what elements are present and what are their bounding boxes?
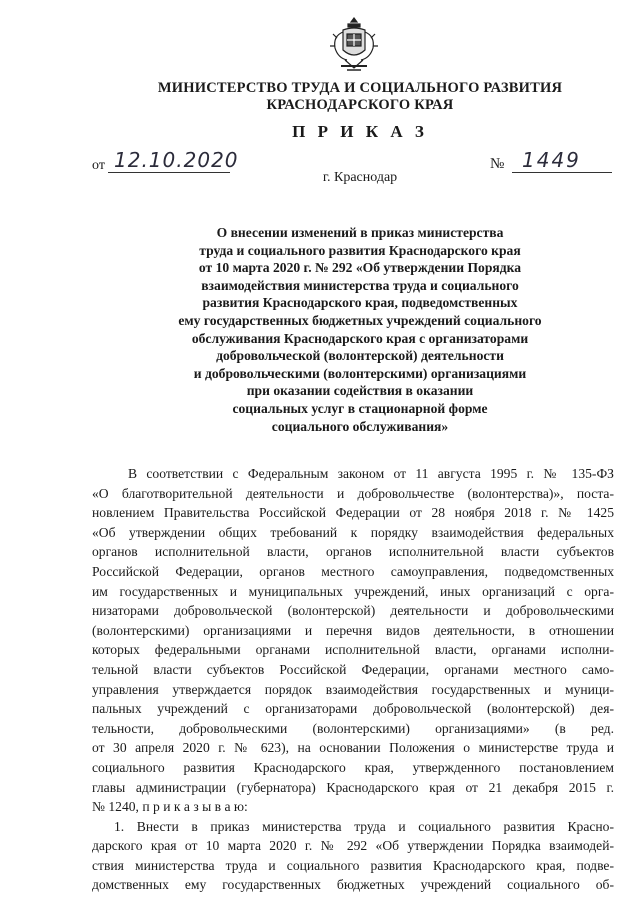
subject-line: развития Краснодарского края, подведомственных bbox=[202, 295, 518, 311]
body-line: пальных учреждений с организаторами добровольческой (волонтерской) дея- bbox=[92, 701, 614, 717]
body-line: низаторами добровольческой (волонтерской) деятельности и добровольческими bbox=[92, 603, 614, 619]
subject-line: взаимодействия министерства труда и социального bbox=[201, 277, 519, 293]
body-line: которых федеральными органами исполнительной власти, органами исполни- bbox=[92, 642, 614, 658]
ministry-name-line1: МИНИСТЕРСТВО ТРУДА И СОЦИАЛЬНОГО РАЗВИТИЯ bbox=[157, 80, 563, 96]
subject-line: от 10 марта 2020 г. № 292 «Об утверждении Порядка bbox=[198, 260, 522, 276]
body-line: «О благотворительной деятельности и добровольчестве (волонтерства)», поста- bbox=[92, 485, 614, 501]
body-line: новлением Правительства Российской Федерации от 28 ноября 2018 г. № 1425 bbox=[92, 505, 614, 521]
subject-line: ему государственных бюджетных учреждений социального bbox=[178, 312, 542, 328]
body-line: главы администрации (губернатора) Краснодарского края от 21 декабря 2015 г. bbox=[92, 779, 614, 795]
body-line: В соответствии с Федеральным законом от 11 августа 1995 г. № 135-ФЗ bbox=[128, 466, 614, 481]
body-line: «Об утверждении общих требований к порядку взаимодействия федеральных bbox=[92, 524, 614, 540]
subject-line: и добровольческими (волонтерскими) организациями bbox=[193, 365, 527, 381]
body-line: от 30 апреля 2020 г. № 623), на основании Положения о министерстве труда и bbox=[92, 740, 614, 756]
order-date: 12.10.2020 bbox=[114, 148, 239, 172]
body-line: ствия министерства труда и социального развития Краснодарского края, подве- bbox=[92, 857, 614, 873]
order-subject bbox=[120, 224, 600, 435]
ministry-name-line2: КРАСНОДАРСКОГО КРАЯ bbox=[266, 97, 454, 113]
subject-line: социальных услуг в стационарной форме bbox=[232, 400, 488, 416]
city: г. Краснодар bbox=[322, 170, 398, 185]
body-line: социального развития Краснодарского края, утвержденного постановлением bbox=[92, 759, 614, 775]
body-line: 1. Внести в приказ министерства труда и социального развития Красно- bbox=[114, 818, 614, 834]
body-line: тельной власти субъектов Российской Федерации, органами местного само- bbox=[92, 661, 614, 677]
number-prefix: № bbox=[490, 156, 505, 172]
date-underline bbox=[108, 172, 230, 173]
subject-line: при оказании содействия в оказании bbox=[246, 383, 474, 399]
body-line: Российской Федерации, органов местного самоуправления, подведомственных bbox=[92, 563, 614, 579]
coat-of-arms-icon bbox=[329, 16, 379, 76]
body-line: им государственных и муниципальных учреждений, иных организаций с орга- bbox=[92, 583, 614, 599]
number-underline bbox=[512, 172, 612, 173]
subject-line: обслуживания Краснодарского края с организаторами bbox=[191, 330, 529, 346]
subject-line: добровольческой (волонтерской) деятельности bbox=[216, 348, 504, 364]
body-line: (волонтерскими) организациями и перечня видов деятельности, в отношении bbox=[92, 622, 614, 638]
order-number: 1449 bbox=[522, 148, 581, 172]
subject-line: О внесении изменений в приказ министерства bbox=[216, 225, 504, 240]
body-line: тельности, добровольческими (волонтерскими) организациями» (в ред. bbox=[92, 720, 614, 736]
date-prefix: от bbox=[92, 158, 105, 173]
order-body-text bbox=[92, 464, 614, 895]
body-line: органов исполнительной власти, органов исполнительной власти субъектов bbox=[92, 544, 614, 560]
subject-line: социального обслуживания» bbox=[271, 418, 449, 434]
body-line: дарского края от 10 марта 2020 г. № 292 «Об утверждении Порядка взаимодей- bbox=[92, 838, 614, 854]
subject-line: труда и социального развития Краснодарского края bbox=[199, 242, 521, 258]
body-line: домственных ему государственных бюджетных учреждений социального об- bbox=[92, 877, 614, 893]
body-line: № 1240, п р и к а з ы в а ю: bbox=[92, 799, 248, 815]
body-line: управления утверждается порядок взаимодействия государственных и муници- bbox=[92, 681, 614, 697]
document-type-title: П Р И К А З bbox=[292, 122, 428, 141]
